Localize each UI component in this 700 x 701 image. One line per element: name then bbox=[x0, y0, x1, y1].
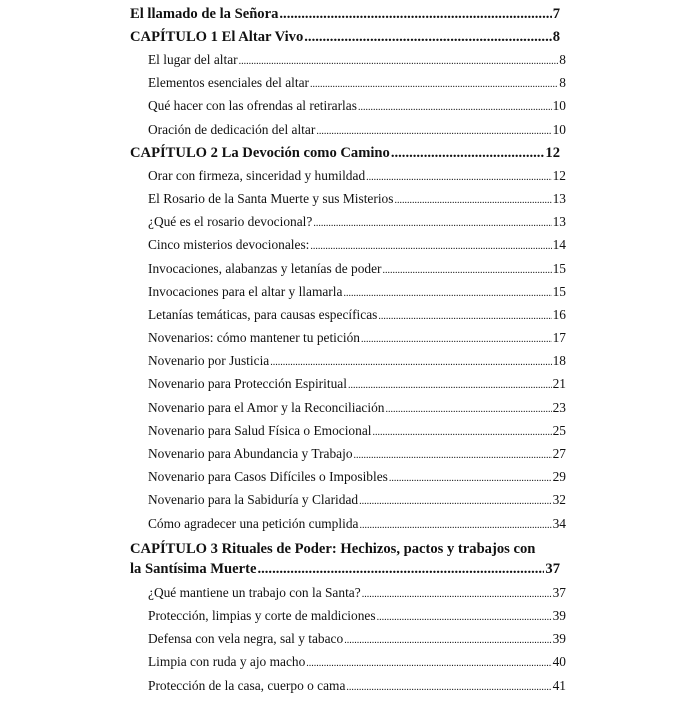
toc-entry-label: El Rosario de la Santa Muerte y sus Misterios bbox=[148, 190, 394, 206]
dot-leader bbox=[270, 357, 551, 368]
dot-leader bbox=[313, 218, 551, 229]
toc-chapter-entry[interactable] bbox=[130, 145, 560, 168]
toc-page-number: 23 bbox=[552, 399, 566, 415]
toc-section-entry[interactable] bbox=[130, 353, 566, 376]
toc-chapter-entry[interactable] bbox=[130, 6, 560, 29]
toc-entry-label: la Santísima Muerte bbox=[130, 560, 257, 577]
toc-page-number: 8 bbox=[559, 52, 566, 67]
toc-section-entry[interactable] bbox=[130, 376, 566, 399]
toc-section-entry[interactable] bbox=[130, 631, 566, 654]
dot-leader bbox=[373, 427, 552, 438]
toc-section-entry[interactable] bbox=[130, 422, 566, 446]
dot-leader bbox=[358, 102, 552, 113]
toc-chapter-entry[interactable] bbox=[130, 29, 560, 52]
dot-leader bbox=[239, 56, 559, 67]
toc-entry-label: Elementos esenciales del altar bbox=[148, 75, 309, 91]
toc-entry-label: Cinco misterios devocionales: bbox=[148, 237, 310, 253]
dot-leader bbox=[316, 126, 551, 137]
dot-leader bbox=[359, 496, 552, 507]
dot-leader bbox=[377, 612, 552, 623]
dot-leader bbox=[366, 172, 551, 183]
toc-page-number: 13 bbox=[552, 214, 566, 230]
dot-leader bbox=[383, 265, 552, 276]
toc-section-entry[interactable] bbox=[130, 492, 566, 515]
dot-leader bbox=[279, 6, 551, 23]
toc-page-number: 10 bbox=[552, 98, 566, 114]
dot-leader bbox=[378, 311, 551, 322]
toc-section-entry[interactable] bbox=[130, 98, 566, 121]
toc-page-number: 15 bbox=[552, 260, 566, 276]
toc-page-number: 15 bbox=[552, 283, 566, 299]
toc-page-number: 13 bbox=[552, 190, 566, 206]
dot-leader bbox=[304, 29, 551, 46]
toc-section-entry[interactable] bbox=[130, 469, 566, 492]
toc-entry-label: Protección de la casa, cuerpo o cama bbox=[148, 677, 346, 693]
toc-section-entry[interactable] bbox=[130, 75, 566, 98]
toc-page-number: 10 bbox=[552, 121, 566, 137]
toc-entry-label: Protección, limpias y corte de maldiciones bbox=[148, 607, 376, 623]
toc-entry-label: Invocaciones, alabanzas y letanías de poder bbox=[148, 260, 382, 276]
toc-entry-label: Novenario para el Amor y la Reconciliación bbox=[148, 399, 385, 415]
dot-leader bbox=[257, 561, 544, 578]
dot-leader bbox=[310, 79, 558, 90]
toc-page-number: 40 bbox=[552, 654, 566, 670]
toc-page-number: 17 bbox=[552, 330, 566, 346]
toc-section-entry[interactable] bbox=[130, 306, 566, 330]
toc-section-entry[interactable] bbox=[130, 167, 566, 191]
dot-leader bbox=[343, 288, 551, 299]
toc-section-entry[interactable] bbox=[130, 677, 566, 701]
dot-leader bbox=[348, 380, 552, 391]
dot-leader bbox=[394, 195, 551, 206]
toc-page-number: 8 bbox=[552, 29, 560, 45]
toc-page-number: 25 bbox=[552, 422, 566, 438]
toc-entry-label: Novenario para Casos Difíciles o Imposibles bbox=[148, 469, 388, 485]
toc-entry-label: Letanías temáticas, para causas específicas bbox=[148, 306, 378, 322]
toc-entry-label: Cómo agradecer una petición cumplida bbox=[148, 515, 359, 531]
toc-page-number: 32 bbox=[552, 492, 566, 508]
dot-leader bbox=[354, 450, 552, 461]
dot-leader bbox=[389, 473, 552, 484]
toc-page-number: 37 bbox=[552, 584, 566, 600]
toc-section-entry[interactable] bbox=[130, 607, 566, 631]
toc-section-entry[interactable] bbox=[130, 190, 566, 214]
toc-entry-label: Novenario para la Sabiduría y Claridad bbox=[148, 492, 359, 508]
toc-page-number: 29 bbox=[552, 469, 566, 485]
toc-section-entry[interactable] bbox=[130, 121, 566, 145]
toc-entry-label: CAPÍTULO 3 Rituales de Poder: Hechizos, pactos y trabajos con bbox=[130, 540, 536, 557]
toc-entry-label: Defensa con vela negra, sal y tabaco bbox=[148, 631, 344, 647]
dot-leader bbox=[346, 682, 551, 693]
toc-page-number: 18 bbox=[552, 353, 566, 369]
toc-entry-label: Orar con firmeza, sinceridad y humildad bbox=[148, 167, 366, 183]
toc-entry-label: ¿Qué mantiene un trabajo con la Santa? bbox=[148, 584, 361, 600]
toc-entry-label: CAPÍTULO 1 El Altar Vivo bbox=[130, 29, 304, 45]
toc-section-entry[interactable] bbox=[130, 214, 566, 237]
toc-section-entry[interactable] bbox=[130, 654, 566, 677]
toc-page-number: 39 bbox=[552, 631, 566, 647]
toc-entry-label: Novenarios: cómo mantener tu petición bbox=[148, 330, 360, 346]
toc-section-entry[interactable] bbox=[130, 584, 566, 608]
dot-leader bbox=[391, 145, 545, 162]
toc-page-number: 12 bbox=[552, 167, 566, 183]
dot-leader bbox=[362, 589, 552, 600]
toc-entry-label: Novenario para Protección Espiritual bbox=[148, 376, 347, 392]
toc-page-number: 7 bbox=[552, 6, 560, 22]
toc-section-entry[interactable] bbox=[130, 515, 566, 539]
toc-entry-label: CAPÍTULO 2 La Devoción como Camino bbox=[130, 144, 390, 161]
toc-entry-label: Novenario para Abundancia y Trabajo bbox=[148, 446, 353, 461]
toc-page-number: 12 bbox=[545, 144, 560, 161]
toc-section-entry[interactable] bbox=[130, 260, 566, 284]
toc-entry-label: El lugar del altar bbox=[148, 52, 238, 67]
toc-entry-label: ¿Qué es el rosario devocional? bbox=[148, 214, 313, 230]
dot-leader bbox=[361, 334, 552, 345]
toc-page-number: 39 bbox=[552, 607, 566, 623]
dot-leader bbox=[385, 404, 551, 415]
toc-page-number: 14 bbox=[552, 237, 566, 253]
toc-entry-label: Invocaciones para el altar y llamarla bbox=[148, 283, 343, 299]
toc-page-number: 37 bbox=[545, 560, 560, 577]
dot-leader bbox=[359, 520, 551, 531]
toc-page-number: 21 bbox=[552, 376, 566, 392]
toc-page-number: 8 bbox=[559, 75, 566, 91]
toc-chapter-entry[interactable] bbox=[130, 541, 560, 585]
toc-page-number: 34 bbox=[552, 515, 566, 531]
toc-entry-label: Oración de dedicación del altar bbox=[148, 121, 316, 137]
dot-leader bbox=[310, 241, 551, 252]
toc-entry-label: Qué hacer con las ofrendas al retirarlas bbox=[148, 98, 357, 114]
toc-page-number: 27 bbox=[552, 446, 566, 461]
toc-section-entry[interactable] bbox=[130, 52, 566, 75]
toc-section-entry[interactable] bbox=[130, 330, 566, 353]
dot-leader bbox=[344, 635, 551, 646]
toc-entry-label: Limpia con ruda y ajo macho bbox=[148, 654, 306, 670]
toc-section-entry[interactable] bbox=[130, 446, 566, 469]
toc-entry-label-continued bbox=[130, 561, 560, 585]
toc-section-entry[interactable] bbox=[130, 237, 566, 260]
table-of-contents bbox=[130, 6, 566, 701]
toc-section-entry[interactable] bbox=[130, 399, 566, 423]
toc-page-number: 16 bbox=[552, 306, 566, 322]
toc-entry-label: El llamado de la Señora bbox=[130, 6, 279, 22]
toc-section-entry[interactable] bbox=[130, 283, 566, 307]
dot-leader bbox=[306, 658, 551, 669]
toc-entry-label: Novenario por Justicia bbox=[148, 353, 270, 369]
toc-page-number: 41 bbox=[552, 677, 566, 693]
toc-entry-label: Novenario para Salud Física o Emocional bbox=[148, 422, 372, 438]
